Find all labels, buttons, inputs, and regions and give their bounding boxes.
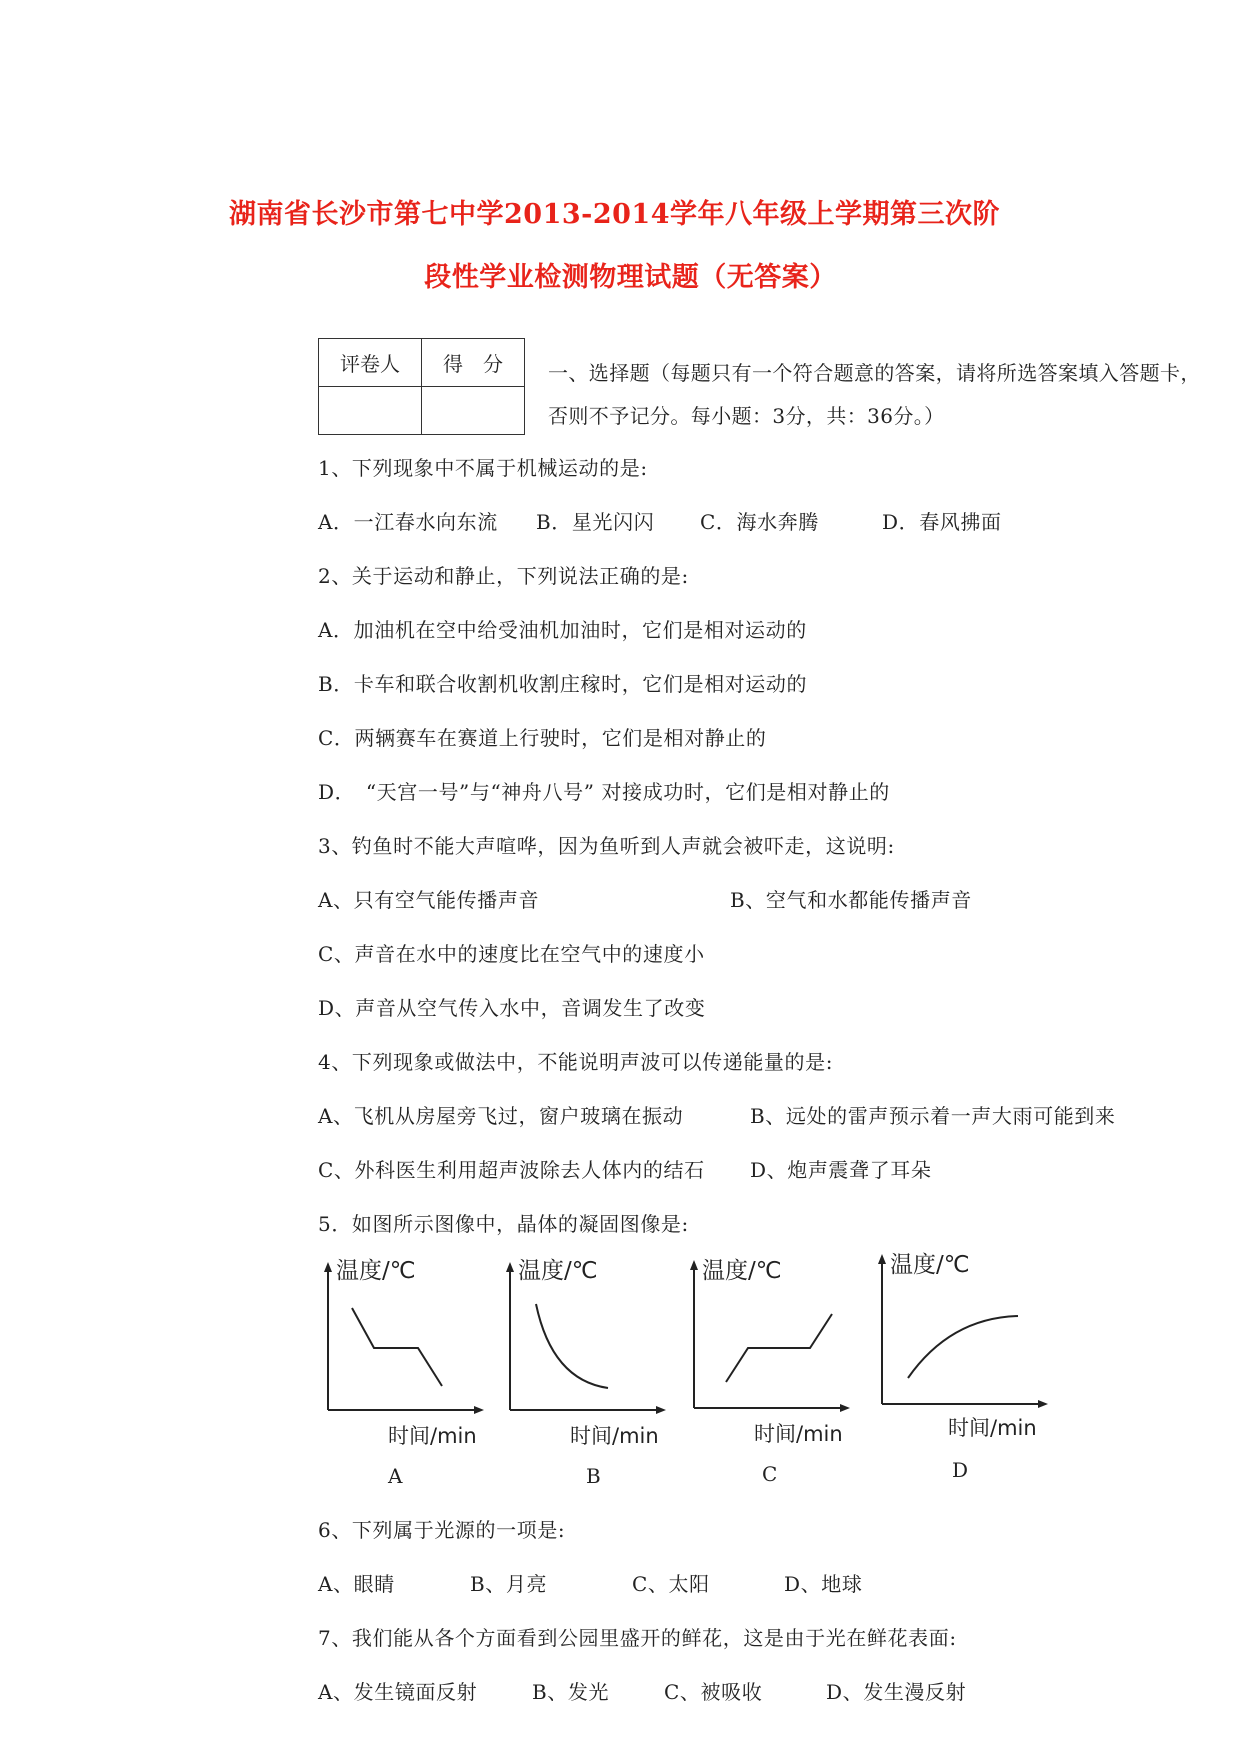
q7-option-a: A、发生镜面反射 bbox=[318, 1680, 478, 1704]
graph-letter: A bbox=[388, 1464, 403, 1488]
graph-letter: C bbox=[762, 1462, 778, 1486]
score-table bbox=[318, 338, 525, 435]
graph-letter: D bbox=[952, 1458, 969, 1482]
question-4-stem: 4、下列现象或做法中，不能说明声波可以传递能量的是: bbox=[318, 1050, 834, 1074]
x-axis-label: 时间/min bbox=[754, 1422, 843, 1446]
graph-letter: B bbox=[586, 1464, 601, 1488]
q3-option-d: D、声音从空气传入水中，音调发生了改变 bbox=[318, 996, 706, 1020]
q1-option-a: A．一江春水向东流 bbox=[318, 510, 498, 534]
question-2-stem: 2、关于运动和静止，下列说法正确的是: bbox=[318, 564, 689, 588]
graph-d bbox=[872, 1248, 1052, 1488]
question-6-stem: 6、下列属于光源的一项是: bbox=[318, 1518, 566, 1542]
grader-header: 评卷人 bbox=[319, 339, 422, 387]
question-7-stem: 7、我们能从各个方面看到公园里盛开的鲜花，这是由于光在鲜花表面: bbox=[318, 1626, 957, 1650]
y-axis-label: 温度/℃ bbox=[890, 1252, 970, 1278]
q7-option-d: D、发生漫反射 bbox=[826, 1680, 967, 1704]
q2-option-d: D． “天宫一号”与“神舟八号” 对接成功时，它们是相对静止的 bbox=[318, 780, 890, 804]
graph-d-plot bbox=[872, 1248, 1052, 1488]
x-axis-label: 时间/min bbox=[388, 1424, 477, 1448]
question-3-stem: 3、钓鱼时不能大声喧哗，因为鱼听到人声就会被吓走，这说明: bbox=[318, 834, 895, 858]
q6-option-a: A、眼睛 bbox=[318, 1572, 395, 1596]
graph-b bbox=[500, 1248, 680, 1488]
page-title-line-1: 湖南省长沙市第七中学2013-2014学年八年级上学期第三次阶 bbox=[229, 199, 1000, 230]
page-title-line-2: 段性学业检测物理试题（无答案） bbox=[424, 262, 837, 293]
question-5-stem: 5．如图所示图像中，晶体的凝固图像是: bbox=[318, 1212, 689, 1236]
q2-option-b: B．卡车和联合收割机收割庄稼时，它们是相对运动的 bbox=[318, 672, 808, 696]
q2-option-a: A．加油机在空中给受油机加油时，它们是相对运动的 bbox=[318, 618, 807, 642]
x-axis-label: 时间/min bbox=[948, 1416, 1037, 1440]
curve-line bbox=[908, 1316, 1018, 1378]
score-header: 得 分 bbox=[422, 339, 525, 387]
section-heading-note: 否则不予记分。每小题：3分，共：36分。） bbox=[548, 404, 945, 428]
y-axis-label: 温度/℃ bbox=[336, 1258, 416, 1284]
q1-option-c: C．海水奔腾 bbox=[700, 510, 819, 534]
q7-option-b: B、发光 bbox=[532, 1680, 610, 1704]
q6-option-d: D、地球 bbox=[784, 1572, 863, 1596]
x-axis-label: 时间/min bbox=[570, 1424, 659, 1448]
y-axis-label: 温度/℃ bbox=[702, 1258, 782, 1284]
q4-option-b: B、远处的雷声预示着一声大雨可能到来 bbox=[750, 1104, 1116, 1128]
q3-option-c: C、声音在水中的速度比在空气中的速度小 bbox=[318, 942, 705, 966]
score-cell[interactable] bbox=[422, 387, 525, 435]
q1-option-d: D．春风拂面 bbox=[882, 510, 1002, 534]
q3-option-b: B、空气和水都能传播声音 bbox=[730, 888, 972, 912]
section-heading: 一、选择题（每题只有一个符合题意的答案，请将所选答案填入答题卡， bbox=[548, 361, 1201, 385]
q4-option-a: A、飞机从房屋旁飞过，窗户玻璃在振动 bbox=[318, 1104, 684, 1128]
q4-option-c: C、外科医生利用超声波除去人体内的结石 bbox=[318, 1158, 705, 1182]
q6-option-b: B、月亮 bbox=[470, 1572, 548, 1596]
question-1-stem: 1、下列现象中不属于机械运动的是: bbox=[318, 456, 648, 480]
graph-a bbox=[318, 1248, 498, 1488]
q3-option-a: A、只有空气能传播声音 bbox=[318, 888, 540, 912]
q7-option-c: C、被吸收 bbox=[664, 1680, 763, 1704]
curve-line bbox=[352, 1308, 442, 1386]
q2-option-c: C．两辆赛车在赛道上行驶时，它们是相对静止的 bbox=[318, 726, 767, 750]
graph-c bbox=[684, 1248, 864, 1488]
q1-option-b: B．星光闪闪 bbox=[536, 510, 655, 534]
curve-line bbox=[726, 1314, 832, 1382]
y-axis-label: 温度/℃ bbox=[518, 1258, 598, 1284]
q4-option-d: D、炮声震聋了耳朵 bbox=[750, 1158, 932, 1182]
grader-cell[interactable] bbox=[319, 387, 422, 435]
curve-line bbox=[536, 1304, 608, 1388]
q6-option-c: C、太阳 bbox=[632, 1572, 710, 1596]
